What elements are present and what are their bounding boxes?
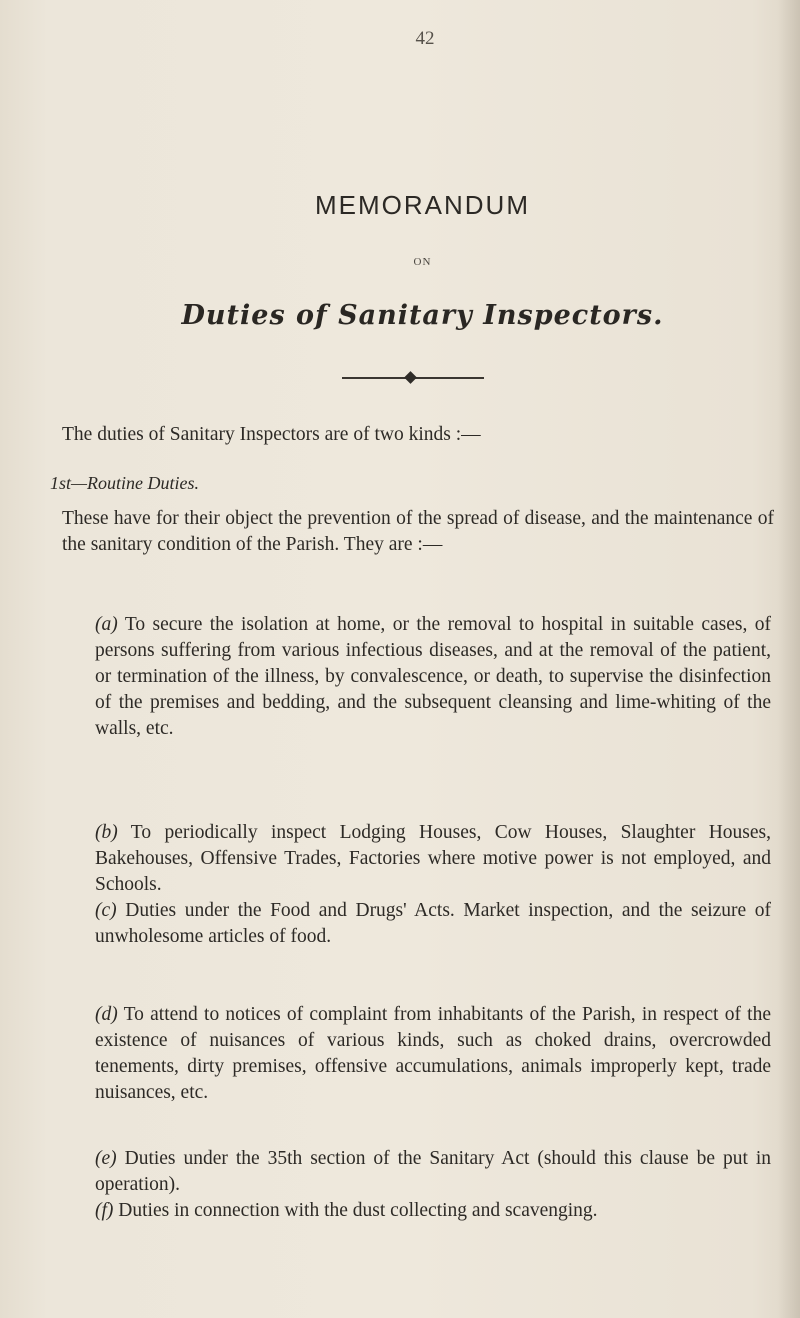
- memorandum-title: MEMORANDUM: [315, 190, 530, 220]
- duty-item-label: (f): [95, 1200, 114, 1221]
- divider-diamond-icon: [404, 371, 417, 384]
- duty-item-label: (a): [95, 614, 118, 635]
- duty-item-a: [95, 612, 771, 742]
- section-heading: 1st—Routine Duties.: [50, 473, 199, 493]
- page-number: 42: [415, 28, 435, 49]
- duty-item-d: [95, 1002, 771, 1106]
- on-word: ON: [413, 256, 432, 268]
- memorandum-subtitle: Duties of Sanitary Inspectors.: [181, 300, 664, 331]
- duty-item-label: (b): [95, 822, 118, 843]
- duty-item-b: [95, 820, 771, 898]
- duty-item-text: To attend to notices of complaint from inhabitants of the Parish, in respect of the existence of nuisances of various kinds, such as choked drains, overcrowded tenements, dirty premises, offensive accumulations, animals improperly kept, trade nuisances, etc.: [95, 1004, 771, 1103]
- duty-item-text: Duties under the Food and Drugs' Acts. Market inspection, and the seizure of unwholesome articles of food.: [95, 900, 771, 947]
- duty-item-e: [95, 1146, 771, 1198]
- duty-item-label: (c): [95, 900, 117, 921]
- duty-item-label: (e): [95, 1148, 117, 1169]
- duty-item-text: Duties in connection with the dust collecting and scavenging.: [118, 1200, 598, 1221]
- routine-paragraph: These have for their object the prevention of the spread of disease, and the maintenance of the sanitary condition of the Parish. They are :—: [62, 508, 774, 555]
- duty-item-f: [95, 1198, 771, 1224]
- duty-item-c: [95, 898, 771, 950]
- duty-item-text: To periodically inspect Lodging Houses, Cow Houses, Slaughter Houses, Bakehouses, Offensive Trades, Factories where motive power is not employed, and Schools.: [95, 822, 771, 895]
- duty-item-text: To secure the isolation at home, or the removal to hospital in suitable cases, of persons suffering from various infectious diseases, and at the removal of the patient, or termination of the illness, by convalescence, or death, to supervise the disinfection of the premises and bedding, and the subsequent cleansing and lime-whiting of the walls, etc.: [95, 614, 771, 739]
- duty-item-label: (d): [95, 1004, 118, 1025]
- intro-sentence: The duties of Sanitary Inspectors are of two kinds :—: [62, 424, 481, 445]
- duty-item-text: Duties under the 35th section of the Sanitary Act (should this clause be put in operation).: [95, 1148, 771, 1195]
